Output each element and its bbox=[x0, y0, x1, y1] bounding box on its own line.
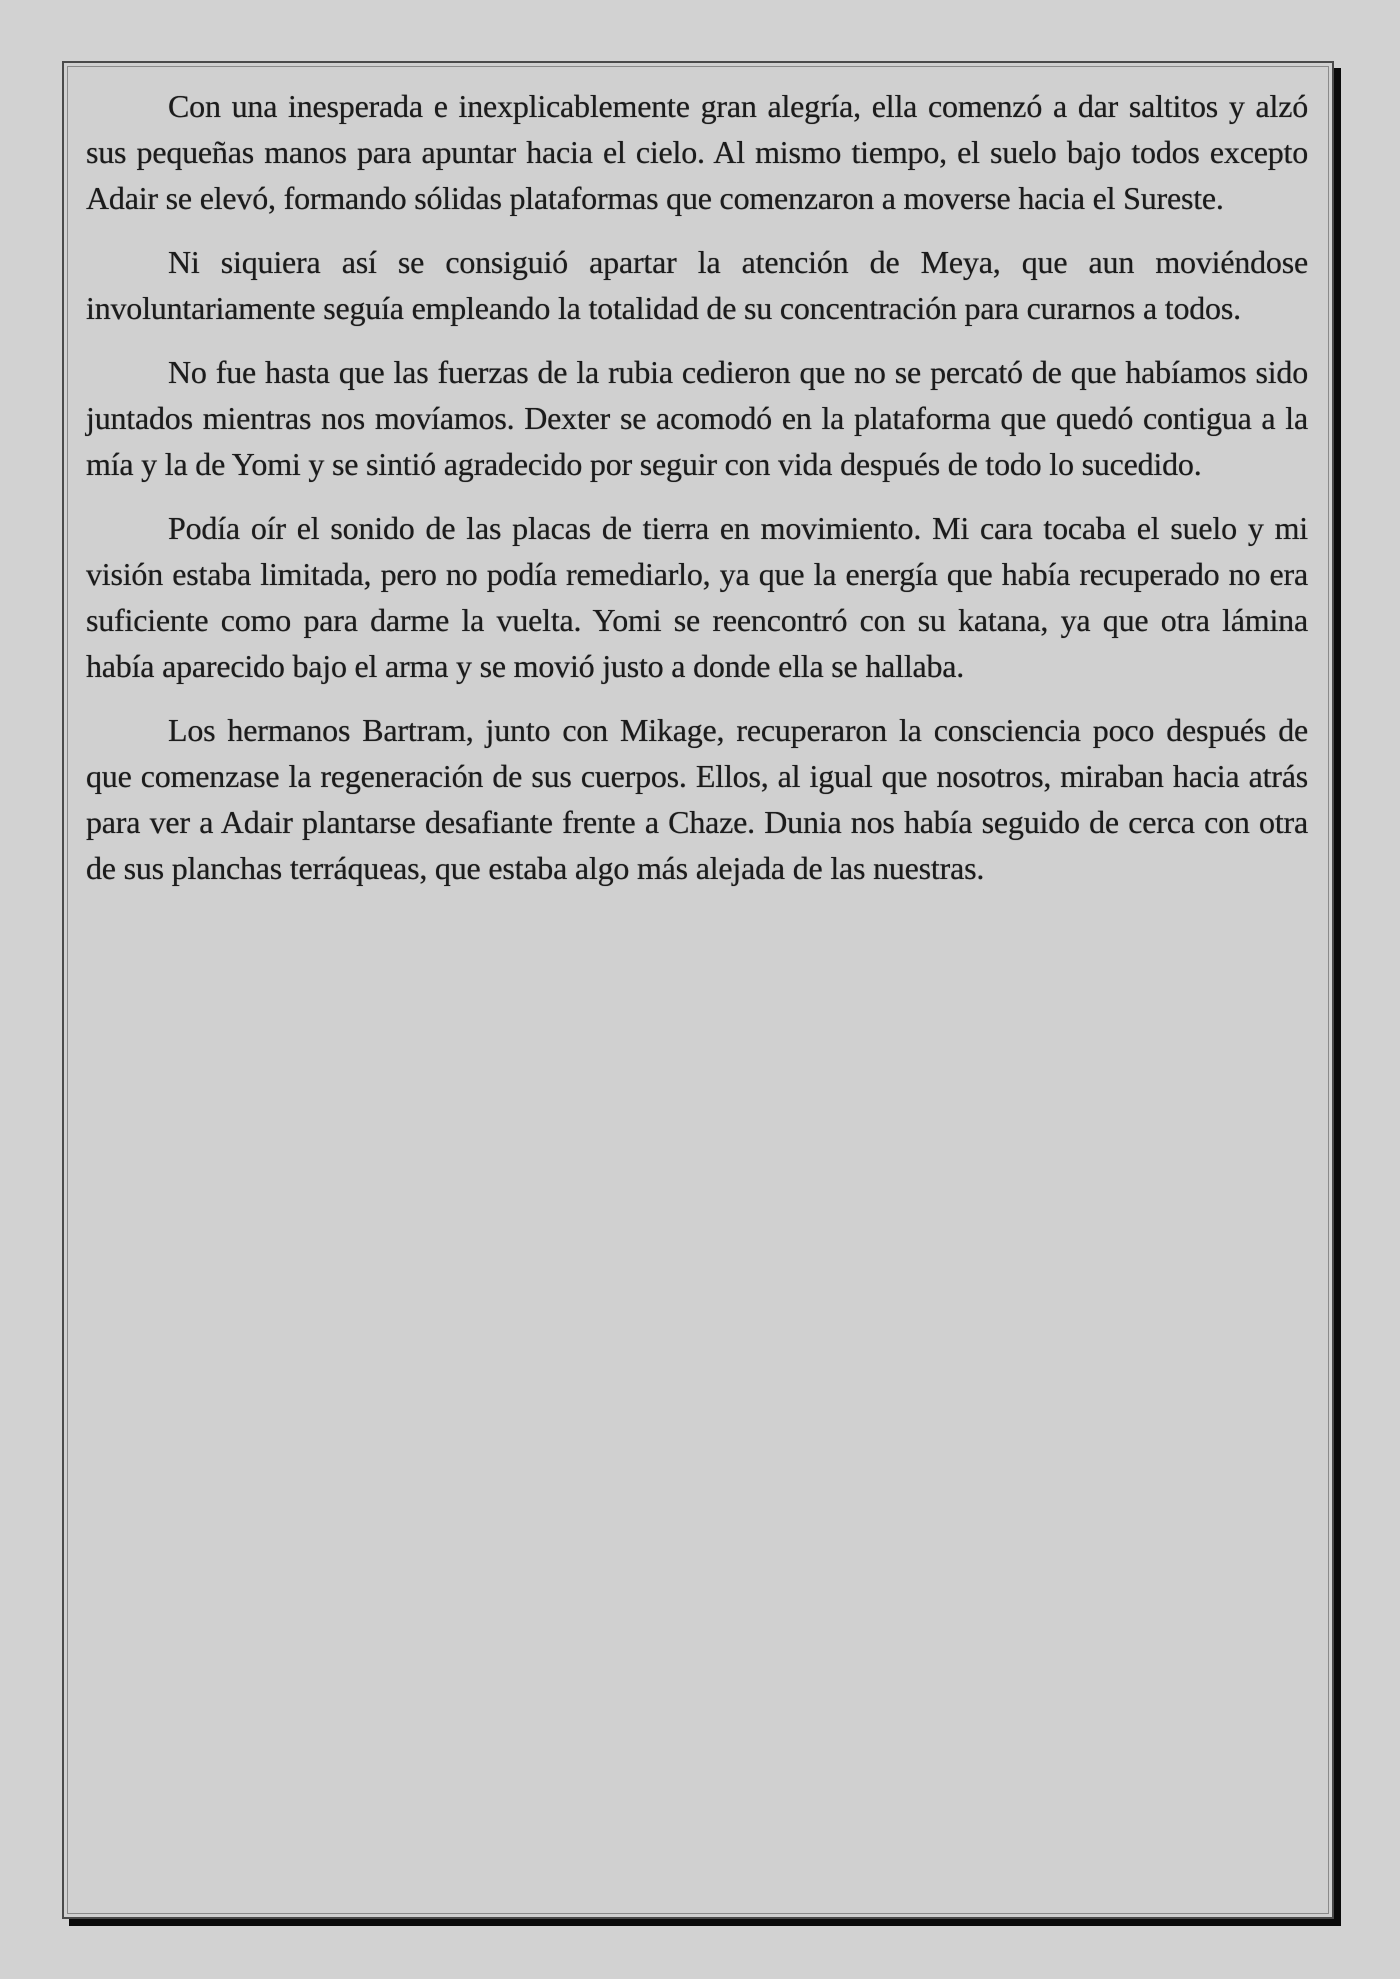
body-text bbox=[86, 83, 1308, 909]
page-frame bbox=[62, 61, 1334, 1919]
paragraph-4: Podía oír el sonido de las placas de tierra en movimiento. Mi cara tocaba el suelo y mi visión estaba limitada, pero no podía remediarlo, ya que la energía que había recuperado no era suficiente como para darme la vuelta. Yomi se reencontró con su katana, ya que otra lámina había aparecido bajo el arma y se movió justo a donde ella se hallaba. bbox=[86, 510, 1308, 684]
paragraph-1: Con una inesperada e inexplicablemente gran alegría, ella comenzó a dar saltitos y alzó sus pequeñas manos para apuntar hacia el cielo. Al mismo tiempo, el suelo bajo todos excepto Adair se elevó, formando sólidas plataformas que comenzaron a moverse hacia el Sureste. bbox=[86, 88, 1308, 216]
paragraph-3: No fue hasta que las fuerzas de la rubia cedieron que no se percató de que habíamos sido juntados mientras nos movíamos. Dexter se acomodó en la plataforma que quedó contigua a la mía y la de Yomi y se sintió agradecido por seguir con vida después de todo lo sucedido. bbox=[86, 354, 1308, 482]
paragraph-2: Ni siquiera así se consiguió apartar la atención de Meya, que aun moviéndose involuntariamente seguía empleando la totalidad de su concentración para curarnos a todos. bbox=[86, 244, 1308, 326]
paragraph-5: Los hermanos Bartram, junto con Mikage, recuperaron la consciencia poco después de que comenzase la regeneración de sus cuerpos. Ellos, al igual que nosotros, miraban hacia atrás para ver a Adair plantarse desafiante frente a Chaze. Dunia nos había seguido de cerca con otra de sus planchas terráqueas, que estaba algo más alejada de las nuestras. bbox=[86, 712, 1308, 886]
